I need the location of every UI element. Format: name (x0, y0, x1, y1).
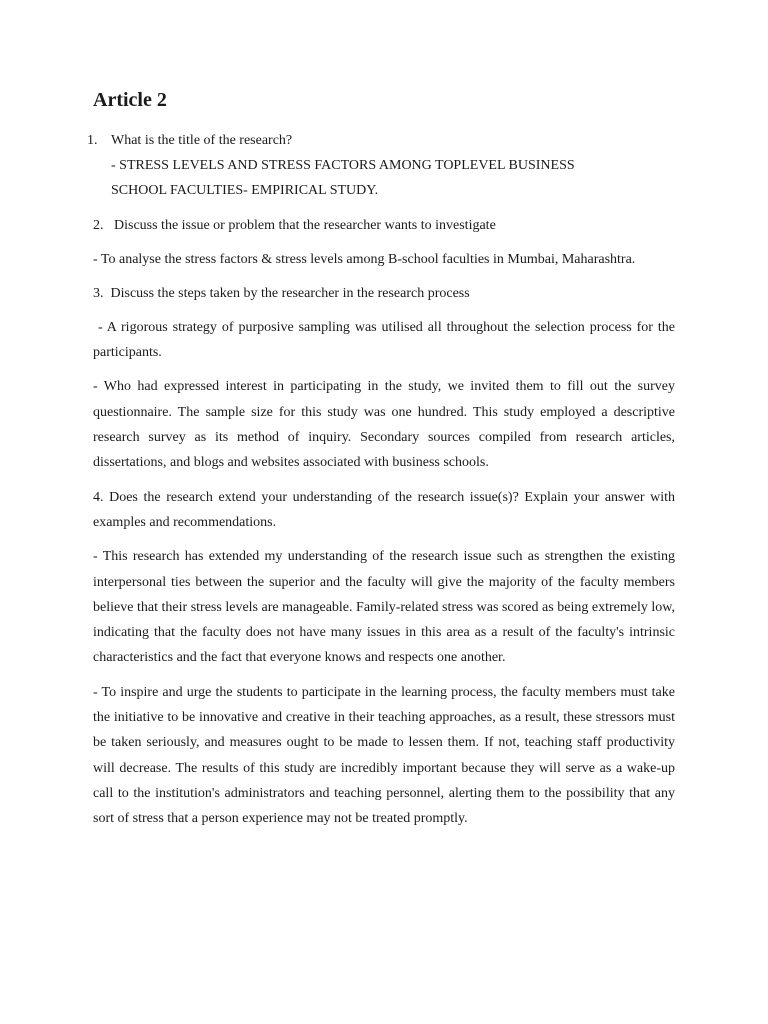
answer-3-paragraph-1: - A rigorous strategy of purposive sampling was utilised all throughout the selection process for the participants. (93, 319, 679, 361)
document-page (87, 86, 679, 841)
question-3: 3. Discuss the steps taken by the researcher in the research process (93, 285, 470, 301)
answer-4-paragraph-2: - To inspire and urge the students to participate in the learning process, the faculty members must take the initiative to be innovative and creative in their teaching approaches, as a result, these stressors must be taken seriously, and measures ought to be made to lessen them. If not, teaching staff productivity will decrease. The results of this study are incredibly important because they will serve as a wake-up call to the institution's administrators and teaching personnel, alerting them to the possibility that any sort of stress that a person experience may not be treated promptly. (93, 684, 675, 827)
question-1-number: 1. (87, 133, 98, 148)
answer-1-line-2: SCHOOL FACULTIES- EMPIRICAL STUDY. (111, 183, 379, 199)
answer-4-paragraph-1: - This research has extended my understanding of the research issue such as strengthen the existing interpersonal ties between the superior and the faculty will give the majority of the faculty members believe that their stress levels are manageable. Family-related stress was scored as being extremely low, indicating that the faculty does not have many issues in this area as a result of the faculty's intrinsic characteristics and the fact that everyone knows and respects one another. (93, 549, 675, 666)
question-2: 2. Discuss the issue or problem that the researcher wants to investigate (93, 217, 496, 233)
answer-3-paragraph-2: - Who had expressed interest in participating in the study, we invited them to fill out the survey questionnaire. The sample size for this study was one hundred. This study employed a descriptive research survey as its method of inquiry. Secondary sources compiled from research articles, dissertations, and blogs and websites associated with business schools. (93, 379, 675, 471)
answer-1-line-1: - STRESS LEVELS AND STRESS FACTORS AMONG TOPLEVEL BUSINESS (111, 158, 575, 173)
answer-1 (93, 153, 675, 204)
question-4: 4. Does the research extend your understanding of the research issue(s)? Explain your answer with examples and recommendations. (93, 489, 675, 530)
question-1 (87, 128, 669, 153)
question-1-text: What is the title of the research? (111, 133, 293, 148)
article-title: Article 2 (93, 89, 167, 111)
answer-2: - To analyse the stress factors & stress levels among B-school faculties in Mumbai, Maharashtra. (93, 251, 636, 267)
